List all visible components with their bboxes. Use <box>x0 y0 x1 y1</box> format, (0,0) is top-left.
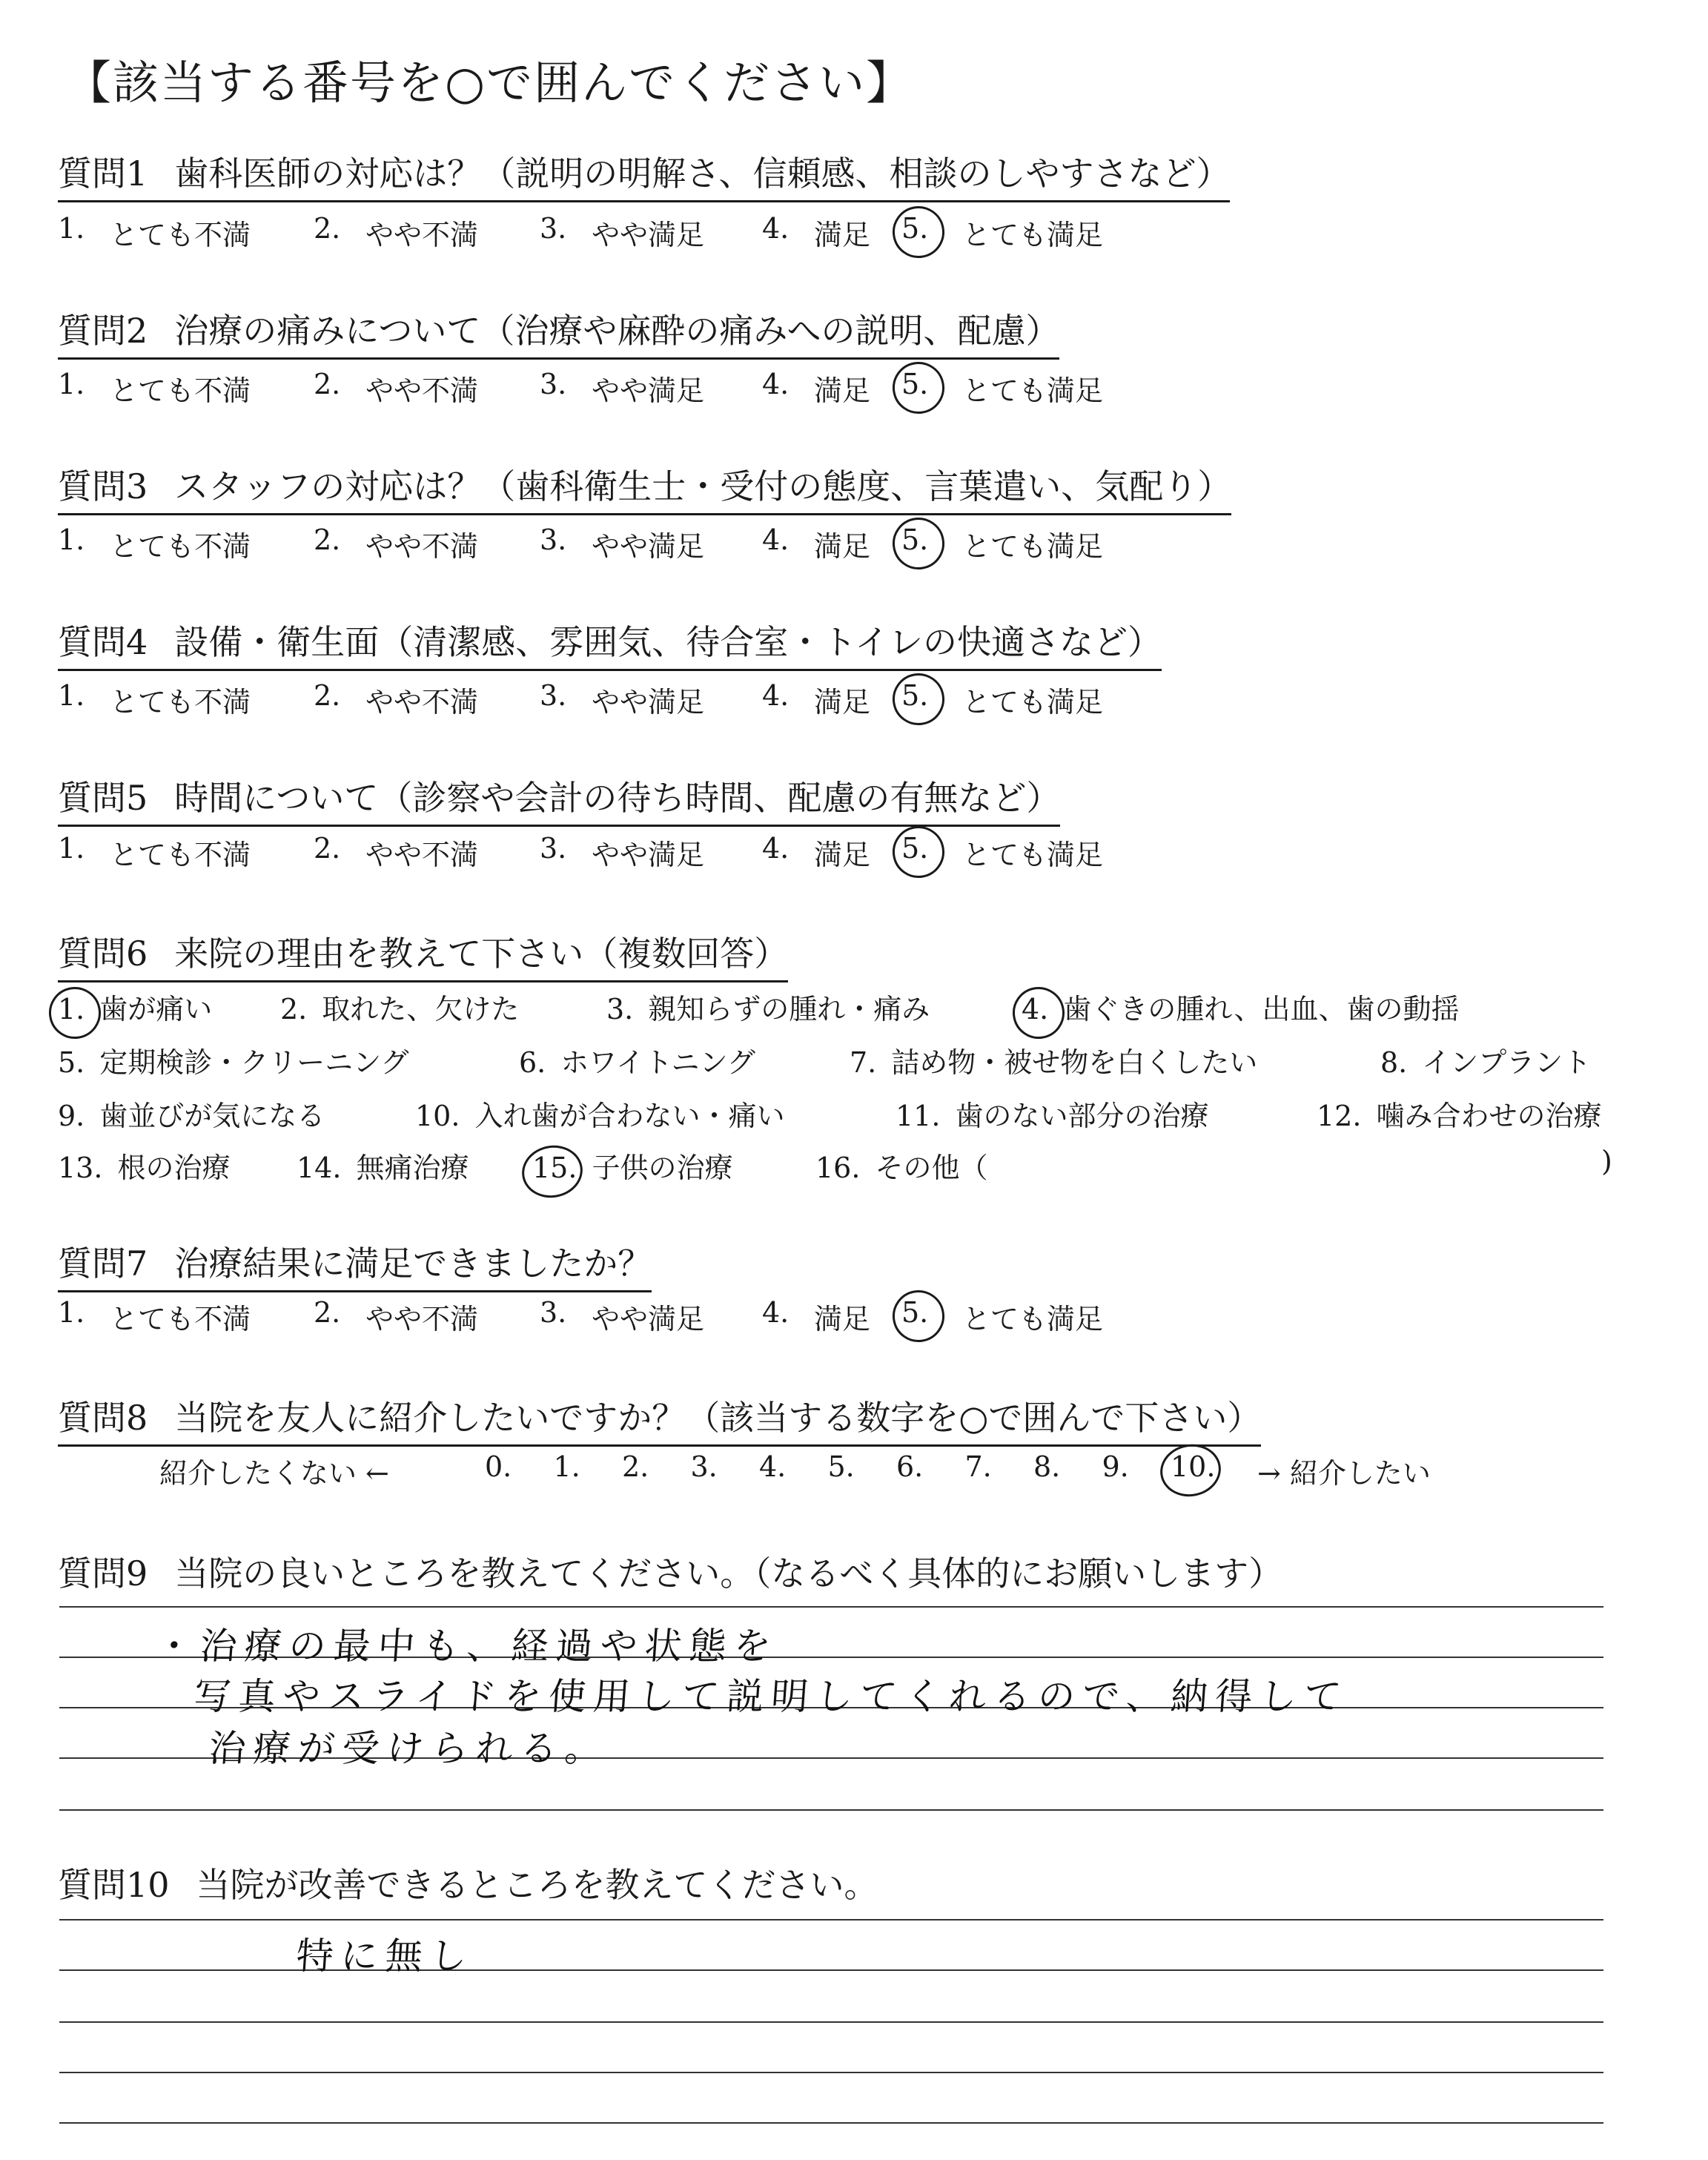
option-number: 5. <box>901 212 929 245</box>
option-label: やや不満 <box>365 686 479 719</box>
option-number: 1. <box>58 212 85 245</box>
option-number: 2. <box>314 524 341 556</box>
option-label: とても不満 <box>110 530 251 563</box>
page-title: 【該当する番号を○で囲んでください】 <box>65 56 914 110</box>
question-4 <box>58 615 1162 671</box>
answer-line <box>59 2122 1603 2124</box>
question-number: 質問8 <box>58 1398 148 1438</box>
option-number: 5. <box>901 524 929 556</box>
question-text: 治療結果に満足できましたか？ <box>174 1244 652 1284</box>
option-number: 5. <box>901 832 929 865</box>
reason-number: 3. <box>606 993 634 1025</box>
option-number: 1. <box>58 524 85 556</box>
handwritten-answer: ・治療の最中も、経過や状態を <box>153 1625 780 1668</box>
question-8 <box>58 1391 1261 1447</box>
option-number: 3. <box>540 1296 567 1329</box>
reason-label: 定期検診・クリーニング <box>99 1046 409 1079</box>
option-number: 4. <box>762 368 790 400</box>
reason-option <box>58 1040 409 1080</box>
reason-option <box>58 1145 230 1186</box>
reason-label: 入れ歯が合わない・痛い <box>474 1100 785 1132</box>
question-7 <box>58 1237 652 1292</box>
reason-number: 12. <box>1317 1100 1362 1132</box>
reason-option <box>850 1040 1257 1080</box>
question-number: 質問6 <box>58 934 148 974</box>
question-text: 当院が改善できるところを教えてください。 <box>196 1865 878 1905</box>
answer-line <box>59 1606 1603 1608</box>
scale-value: 5. <box>827 1450 855 1483</box>
question-text: 設備・衛生面（清潔感、雰囲気、待合室・トイレの快適さなど） <box>174 622 1162 662</box>
option-label: 満足 <box>814 374 871 407</box>
option-number: 2. <box>314 832 341 865</box>
handwritten-answer: 特に無し <box>294 1935 476 1978</box>
option-number: 5. <box>901 1296 929 1329</box>
answer-line <box>59 1809 1603 1811</box>
reason-label: 噛み合わせの治療 <box>1376 1100 1602 1132</box>
scale-value: 9. <box>1102 1450 1129 1483</box>
reason-option <box>1380 1040 1591 1080</box>
question-5 <box>58 771 1060 827</box>
option-number: 5. <box>901 679 929 712</box>
option-number: 4. <box>762 1296 790 1329</box>
reason-option <box>896 1093 1208 1134</box>
question-text: 時間について（診察や会計の待ち時間、配慮の有無など） <box>174 778 1061 818</box>
reason-number: 2. <box>280 993 308 1025</box>
reason-option <box>297 1145 469 1186</box>
reason-label: 歯ぐきの腫れ、出血、歯の動揺 <box>1063 993 1460 1025</box>
option-label: とても満足 <box>962 839 1104 871</box>
reason-label: 根の治療 <box>117 1152 231 1184</box>
question-number: 質問2 <box>58 311 148 351</box>
answer-line <box>59 1919 1603 1920</box>
option-label: とても満足 <box>962 374 1104 407</box>
option-number: 4. <box>762 832 790 865</box>
option-label: やや満足 <box>592 374 705 407</box>
scale-left-label: 紹介したくない ← <box>159 1457 389 1490</box>
reason-label: 歯のない部分の治療 <box>955 1100 1209 1132</box>
question-9 <box>58 1547 1282 1596</box>
option-label: やや不満 <box>365 839 479 871</box>
option-number: 3. <box>540 212 567 245</box>
reason-option <box>1317 1093 1601 1134</box>
option-number: 4. <box>762 212 790 245</box>
reason-label: 歯並びが気になる <box>99 1100 325 1132</box>
question-3 <box>58 460 1231 515</box>
reason-number: 10. <box>415 1100 460 1132</box>
reason-label: その他（ <box>875 1152 988 1184</box>
option-label: 満足 <box>814 219 871 251</box>
reason-number: 4. <box>1022 993 1049 1025</box>
handwritten-answer: 治療が受けられる。 <box>207 1727 611 1770</box>
option-label: とても不満 <box>110 1303 251 1335</box>
reason-option <box>58 1093 325 1134</box>
option-label: やや満足 <box>592 530 705 563</box>
option-label: とても不満 <box>110 219 251 251</box>
question-number: 質問3 <box>58 466 148 506</box>
option-number: 4. <box>762 679 790 712</box>
other-close-paren: ) <box>1601 1145 1612 1178</box>
scale-value: 10. <box>1171 1450 1216 1483</box>
option-number: 1. <box>58 1296 85 1329</box>
question-number: 質問7 <box>58 1244 148 1284</box>
reason-number: 11. <box>896 1100 941 1132</box>
option-label: とても不満 <box>110 374 251 407</box>
reason-option <box>415 1093 784 1134</box>
reason-number: 1. <box>58 993 85 1025</box>
reason-number: 14. <box>297 1152 342 1184</box>
option-label: 満足 <box>814 839 871 871</box>
answer-line <box>59 2021 1603 2023</box>
question-text: スタッフの対応は？（歯科衛生士・受付の態度、言葉遣い、気配り） <box>174 466 1232 506</box>
option-number: 2. <box>314 368 341 400</box>
option-label: とても満足 <box>962 686 1104 719</box>
scale-value: 2. <box>622 1450 649 1483</box>
question-2 <box>58 304 1059 360</box>
option-number: 3. <box>540 679 567 712</box>
scale-value: 8. <box>1033 1450 1061 1483</box>
option-label: 満足 <box>814 1303 871 1335</box>
question-10 <box>58 1858 878 1907</box>
option-label: とても不満 <box>110 686 251 719</box>
question-text: 当院を友人に紹介したいですか？（該当する数字を○で囲んで下さい） <box>174 1398 1262 1438</box>
reason-label: 歯が痛い <box>99 993 213 1025</box>
option-number: 3. <box>540 524 567 556</box>
option-number: 1. <box>58 832 85 865</box>
question-number: 質問10 <box>58 1865 170 1905</box>
reason-number: 5. <box>58 1046 85 1079</box>
option-label: とても不満 <box>110 839 251 871</box>
option-number: 2. <box>314 679 341 712</box>
question-1 <box>58 147 1230 202</box>
option-label: やや満足 <box>592 219 705 251</box>
question-text: 来院の理由を教えて下さい（複数回答） <box>174 934 789 974</box>
question-text: 治療の痛みについて（治療や麻酔の痛みへの説明、配慮） <box>174 311 1060 351</box>
option-label: やや不満 <box>365 374 479 407</box>
reason-number: 7. <box>850 1046 877 1079</box>
option-number: 4. <box>762 524 790 556</box>
reason-option <box>519 1040 755 1080</box>
question-text: 当院の良いところを教えてください。（なるべく具体的にお願いします） <box>174 1553 1283 1593</box>
option-label: 満足 <box>814 686 871 719</box>
reason-option <box>815 1145 987 1186</box>
reason-option <box>58 986 212 1027</box>
reason-label: インプラント <box>1422 1046 1592 1079</box>
reason-label: 取れた、欠けた <box>322 993 520 1025</box>
question-number: 質問5 <box>58 778 148 818</box>
question-number: 質問1 <box>58 153 148 194</box>
reason-label: 詰め物・被せ物を白くしたい <box>891 1046 1258 1079</box>
scale-value: 7. <box>964 1450 992 1483</box>
answer-line <box>59 2072 1603 2073</box>
scale-value: 3. <box>690 1450 718 1483</box>
reason-number: 16. <box>815 1152 861 1184</box>
reason-number: 9. <box>58 1100 85 1132</box>
option-label: やや満足 <box>592 1303 705 1335</box>
question-number: 質問9 <box>58 1553 148 1593</box>
option-label: やや不満 <box>365 1303 479 1335</box>
option-number: 1. <box>58 368 85 400</box>
option-label: とても満足 <box>962 219 1104 251</box>
scale-value: 6. <box>896 1450 924 1483</box>
scale-value: 4. <box>759 1450 787 1483</box>
reason-option <box>280 986 519 1027</box>
option-number: 5. <box>901 368 929 400</box>
reason-option <box>606 986 930 1027</box>
reason-label: 親知らずの腫れ・痛み <box>648 993 930 1025</box>
option-label: やや満足 <box>592 839 705 871</box>
option-label: やや不満 <box>365 530 479 563</box>
option-label: とても満足 <box>962 530 1104 563</box>
option-label: 満足 <box>814 530 871 563</box>
scale-value: 0. <box>485 1450 512 1483</box>
reason-number: 6. <box>519 1046 546 1079</box>
question-text: 歯科医師の対応は？（説明の明解さ、信頼感、相談のしやすさなど） <box>174 153 1231 194</box>
reason-number: 15. <box>532 1152 577 1184</box>
question-6 <box>58 927 788 982</box>
scale-value: 1. <box>553 1450 580 1483</box>
reason-option <box>532 1145 732 1186</box>
option-number: 1. <box>58 679 85 712</box>
reason-number: 8. <box>1380 1046 1408 1079</box>
reason-label: 子供の治療 <box>592 1152 733 1184</box>
reason-number: 13. <box>58 1152 103 1184</box>
option-label: やや満足 <box>592 686 705 719</box>
answer-line <box>59 1969 1603 1971</box>
option-label: やや不満 <box>365 219 479 251</box>
reason-label: ホワイトニング <box>560 1046 755 1079</box>
question-number: 質問4 <box>58 622 148 662</box>
option-number: 2. <box>314 212 341 245</box>
reason-label: 無痛治療 <box>356 1152 469 1184</box>
option-number: 3. <box>540 832 567 865</box>
reason-option <box>1022 986 1460 1027</box>
scale-right-label: → 紹介したい <box>1257 1457 1431 1490</box>
handwritten-answer: 写真やスライドを使用して説明してくれるので、納得して <box>192 1675 1351 1718</box>
option-number: 2. <box>314 1296 341 1329</box>
option-label: とても満足 <box>962 1303 1104 1335</box>
option-number: 3. <box>540 368 567 400</box>
